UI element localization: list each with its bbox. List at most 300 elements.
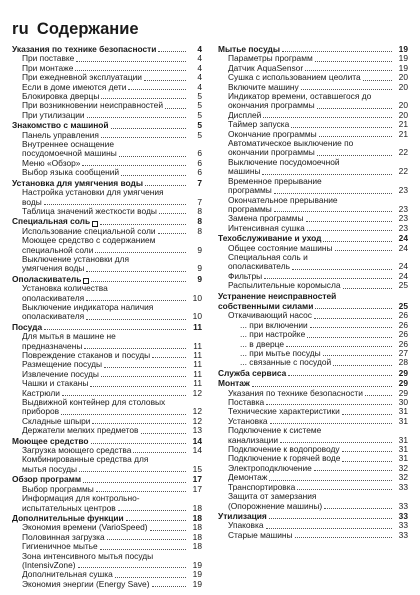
toc-entry-title: Установка xyxy=(228,415,268,426)
toc-page-number: 5 xyxy=(197,109,202,120)
toc-page-number: 14 xyxy=(192,445,202,456)
dot-leader xyxy=(115,577,186,578)
dot-leader xyxy=(86,271,186,272)
dot-leader xyxy=(288,375,392,376)
toc-entry-title: ополаскивателя xyxy=(22,311,85,322)
dot-leader xyxy=(128,89,186,90)
toc-page-number: 22 xyxy=(398,147,408,158)
toc-page-number: 17 xyxy=(192,474,202,485)
toc-entry-title: Подключение к системе xyxy=(228,425,322,436)
toc-entry-title: Включите машину xyxy=(228,81,299,92)
toc-column-right xyxy=(218,44,408,540)
dot-leader xyxy=(342,451,392,452)
toc-entry-title: Мытье посуды xyxy=(218,44,281,54)
toc-entry[interactable] xyxy=(12,426,202,435)
dot-leader xyxy=(121,175,186,176)
dot-leader xyxy=(263,117,392,118)
toc-entry-title: Интенсивная сушка xyxy=(228,222,305,233)
toc-entry-title: Общее состояние машины xyxy=(228,242,333,253)
dot-leader xyxy=(159,213,186,214)
toc-entry-title: Сушка с использованием цеолита xyxy=(228,72,361,83)
toc-entry-title: ... в дверце xyxy=(240,338,285,349)
toc-entry-title: Дополнительные функции xyxy=(12,512,124,523)
toc-entry-title: Служба сервиса xyxy=(218,367,287,378)
toc-entry-title: ... связанные с посудой xyxy=(240,357,332,368)
toc-entry-title: Утилизация xyxy=(218,510,267,521)
toc-page-number: 24 xyxy=(398,270,408,281)
toc-entry-title: Выключение индикатора наличия xyxy=(22,301,154,312)
toc-page-number: 18 xyxy=(192,541,202,552)
toc-page-number: 21 xyxy=(398,119,408,130)
toc-entry-title: Поставка xyxy=(228,397,265,408)
toc-page-number: 31 xyxy=(398,415,408,426)
toc-page-number: 4 xyxy=(197,53,202,64)
dot-leader xyxy=(79,471,186,472)
dot-leader xyxy=(333,365,392,366)
toc-entry-title: собственными силами xyxy=(218,300,314,311)
toc-entry-title: Указания по технике безопасности xyxy=(228,387,363,398)
toc-entry[interactable] xyxy=(218,358,408,367)
toc-entry-title: Фильтры xyxy=(228,270,263,281)
toc-entry-title: Половинная загрузка xyxy=(22,531,105,542)
dot-leader xyxy=(314,470,392,471)
language-code: ru xyxy=(12,20,29,38)
dot-leader xyxy=(118,510,186,511)
dot-leader xyxy=(324,508,392,509)
toc-page-number: 11 xyxy=(193,321,202,332)
toc-column-left xyxy=(12,44,202,589)
toc-entry[interactable] xyxy=(12,264,202,273)
toc-page-number: 5 xyxy=(197,120,202,131)
dot-leader xyxy=(317,108,392,109)
toc-page-number: 4 xyxy=(197,72,202,83)
toc-entry[interactable] xyxy=(12,504,202,513)
dot-leader xyxy=(86,319,186,320)
toc-entry-title: Для мытья в машине не xyxy=(22,331,116,342)
toc-entry-title: Индикатор времени, оставшегося до xyxy=(228,91,372,102)
toc-entry-title: Повреждение стаканов и посуды xyxy=(22,350,151,360)
toc-entry-title: Транспортировка xyxy=(228,481,296,492)
toc-page-number: 18 xyxy=(192,522,202,533)
toc-page-number: 32 xyxy=(398,472,408,483)
dot-leader xyxy=(264,278,392,279)
toc-entry-title: Распылительные коромысла xyxy=(228,280,341,291)
toc-entry-title: Техобслуживание и уход xyxy=(218,233,322,244)
toc-page-number: 12 xyxy=(192,415,202,426)
toc-entry-title: Кастрюли xyxy=(22,387,60,398)
toc-page-number: 24 xyxy=(398,261,408,272)
toc-page-number: 15 xyxy=(192,463,202,474)
toc-page-number: 11 xyxy=(193,340,202,351)
dot-leader xyxy=(315,61,392,62)
toc-page-number: 19 xyxy=(398,62,408,73)
dot-leader xyxy=(141,433,187,434)
toc-page-number: 6 xyxy=(197,167,202,178)
toc-page-number: 18 xyxy=(192,512,202,523)
toc-page-number: 11 xyxy=(193,350,202,360)
dot-leader xyxy=(269,480,392,481)
dot-leader xyxy=(342,461,392,462)
dot-leader xyxy=(306,221,393,222)
toc-entry-title: Электроподключение xyxy=(228,462,312,473)
dot-leader xyxy=(83,482,186,483)
toc-page-number: 10 xyxy=(192,311,202,322)
toc-page-number: 12 xyxy=(192,387,202,398)
toc-page-number: 6 xyxy=(197,157,202,168)
toc-entry-title: Демонтаж xyxy=(228,472,268,483)
toc-page-number: 5 xyxy=(197,129,202,140)
dot-leader xyxy=(44,204,186,205)
dot-leader xyxy=(107,539,186,540)
dot-leader xyxy=(158,233,186,234)
toc-entry-title: посудомоечной машины xyxy=(22,148,117,159)
toc-entry-title: Окончание программы xyxy=(228,128,317,139)
toc-entry-title: Экономия энергии (Energy Save) xyxy=(22,578,150,589)
toc-entry-title: Указания по технике безопасности xyxy=(12,44,157,54)
toc-entry-title: Комбинированные средства для xyxy=(22,454,149,465)
toc-page-number: 23 xyxy=(398,213,408,224)
dot-leader xyxy=(307,230,392,231)
toc-entry[interactable] xyxy=(218,224,408,233)
toc-page-number: 4 xyxy=(197,44,202,54)
dot-leader xyxy=(297,489,392,490)
toc-entry-title: Моющее средство с содержанием xyxy=(22,235,156,246)
toc-entry-title: специальной соли xyxy=(22,244,94,255)
dot-leader xyxy=(95,252,186,253)
dot-leader xyxy=(119,156,186,157)
toc-entry-title: При ежедневной эксплуатации xyxy=(22,72,142,83)
toc-page-number: 9 xyxy=(197,263,202,274)
dot-leader xyxy=(270,423,392,424)
toc-page-number: 19 xyxy=(398,53,408,64)
toc-entry-title: ополаскиватель xyxy=(228,261,290,272)
toc-entry-title: Зона интенсивного мытья посуды xyxy=(22,550,154,561)
toc-entry[interactable] xyxy=(218,502,408,511)
toc-page-number: 22 xyxy=(398,166,408,177)
toc-page-number: 17 xyxy=(192,483,202,494)
toc-page-number: 23 xyxy=(398,203,408,214)
dot-leader xyxy=(252,386,392,387)
dot-leader xyxy=(323,241,392,242)
toc-entry-title: Автоматическое выключение по xyxy=(228,138,354,149)
toc-page-number: 23 xyxy=(398,185,408,196)
toc-entry-title: Монтаж xyxy=(218,378,250,389)
toc-entry-title: Моющее средство xyxy=(12,435,89,446)
toc-page-number: 8 xyxy=(197,216,202,227)
toc-page-number: 18 xyxy=(192,531,202,542)
toc-page-number: 19 xyxy=(398,44,408,54)
toc-entry-title: Информация для контрольно- xyxy=(22,493,140,504)
toc-entry[interactable] xyxy=(12,580,202,589)
dot-leader xyxy=(295,537,392,538)
toc-page-number: 5 xyxy=(197,100,202,111)
toc-entry-title: Установка для умягчения воды xyxy=(12,177,144,188)
toc-page-number: 4 xyxy=(197,62,202,73)
dot-leader xyxy=(335,250,392,251)
toc-entry-title: Таймер запуска xyxy=(228,119,290,130)
dot-leader xyxy=(317,155,392,156)
toc-page-number: 26 xyxy=(398,329,408,340)
dot-leader xyxy=(76,61,186,62)
dot-leader xyxy=(101,98,186,99)
dot-leader xyxy=(82,165,186,166)
toc-page-number: 20 xyxy=(398,109,408,120)
toc-entry-title: Извлечение посуды xyxy=(22,368,99,379)
dot-leader xyxy=(145,185,186,186)
dot-leader xyxy=(62,395,186,396)
toc-entry-title: Защита от замерзания xyxy=(228,491,317,502)
dot-leader xyxy=(158,51,186,52)
toc-entry-title: окончании программы xyxy=(228,147,315,158)
toc-page-number: 31 xyxy=(398,444,408,455)
dot-leader xyxy=(280,442,392,443)
toc-entry-title: Установка количества xyxy=(22,283,108,294)
toc-page-number: 20 xyxy=(398,81,408,92)
toc-entry-title: Окончательное прерывание xyxy=(228,194,338,205)
toc-entry-title: предназначены xyxy=(22,340,83,351)
dot-leader xyxy=(126,520,186,521)
toc-entry[interactable] xyxy=(218,281,408,290)
toc-entry-title: Чашки и стаканы xyxy=(22,378,89,389)
dot-leader xyxy=(104,367,186,368)
toc-entry-title: Упаковка xyxy=(228,520,264,531)
toc-entry-title: Знакомство с машиной xyxy=(12,120,109,131)
dot-leader xyxy=(90,386,186,387)
toc-page-number: 32 xyxy=(398,462,408,473)
toc-entry-title: Посуда xyxy=(12,321,43,332)
dot-leader xyxy=(101,137,186,138)
toc-page-number: 7 xyxy=(197,196,202,207)
toc-page-number: 11 xyxy=(193,368,202,379)
toc-page-number: 10 xyxy=(192,292,202,303)
toc-entry-title: Панель управления xyxy=(22,129,99,140)
toc-entry-title: ... при включении xyxy=(240,319,308,330)
toc-entry-title: ополаскивателя xyxy=(22,292,85,303)
dot-leader xyxy=(84,348,186,349)
toc-page-number: 29 xyxy=(398,367,408,378)
dot-leader xyxy=(152,357,186,358)
toc-entry-title: приборов xyxy=(22,406,60,417)
toc-entry-title: Настройка установки для умягчения xyxy=(22,187,164,198)
toc-entry-title: ... при настройке xyxy=(240,329,306,340)
toc-entry-title: Дополнительная сушка xyxy=(22,569,113,580)
dot-leader xyxy=(305,70,392,71)
dot-leader xyxy=(319,136,392,137)
toc-page-number: 4 xyxy=(197,81,202,92)
toc-page-number: 8 xyxy=(197,225,202,236)
toc-entry-title: Замена программы xyxy=(228,213,304,224)
toc-page-number: 13 xyxy=(192,425,202,436)
dot-leader xyxy=(91,281,186,282)
toc-entry-title: мытья посуды xyxy=(22,463,78,474)
toc-entry[interactable] xyxy=(12,312,202,321)
toc-page-number: 19 xyxy=(192,559,202,570)
toc-entry-title: Держатели мелких предметов xyxy=(22,425,139,436)
toc-page-number: 19 xyxy=(192,578,202,589)
toc-entry-title: испытательных центров xyxy=(22,502,116,513)
dot-leader xyxy=(44,329,186,330)
dot-leader xyxy=(165,108,186,109)
toc-page-number: 9 xyxy=(197,244,202,255)
dot-leader xyxy=(342,414,392,415)
dot-leader xyxy=(363,80,392,81)
toc-page-number: 26 xyxy=(398,319,408,330)
toc-entry-title: Дисплей xyxy=(228,109,262,120)
toc-entry-title: программы xyxy=(228,185,272,196)
toc-entry-title: Меню «Обзор» xyxy=(22,157,81,168)
toc-page-number: 19 xyxy=(192,569,202,580)
dot-leader xyxy=(343,288,392,289)
toc-page-number: 20 xyxy=(398,72,408,83)
toc-entry-title: Параметры программ xyxy=(228,53,313,64)
toc-page-number: 31 xyxy=(398,453,408,464)
toc-entry-title: программы xyxy=(228,203,272,214)
toc-page-number: 12 xyxy=(192,406,202,417)
toc-entry-title: Временное прерывание xyxy=(228,175,322,186)
dot-leader xyxy=(100,224,186,225)
toc-entry-title: Использование специальной соли xyxy=(22,225,156,236)
toc-entry-title: Внутреннее оснащение xyxy=(22,139,114,150)
toc-entry-title: Старые машины xyxy=(228,529,293,540)
toc-page-number: 31 xyxy=(398,406,408,417)
dot-leader xyxy=(314,318,392,319)
dot-leader xyxy=(323,355,392,356)
toc-entry-title: Таблица значений жесткости воды xyxy=(22,205,157,216)
toc-entry-title: умягчения воды xyxy=(22,263,85,274)
dot-leader xyxy=(86,300,186,301)
toc-entry-title: воды xyxy=(22,196,42,207)
toc-entry-title: Устранение неисправностей xyxy=(218,290,337,301)
toc-entry[interactable] xyxy=(12,465,202,474)
toc-page-number: 33 xyxy=(398,510,408,521)
toc-entry-title: (Опорожнение машины) xyxy=(228,500,323,511)
toc-page-number: 8 xyxy=(197,205,202,216)
toc-page-number: 30 xyxy=(398,397,408,408)
dot-leader xyxy=(269,518,392,519)
dot-leader xyxy=(144,80,186,81)
toc-entry-title: канализации xyxy=(228,434,279,445)
toc-entry-title: Выбор программы xyxy=(22,483,94,494)
toc-page-number: 20 xyxy=(398,100,408,111)
toc-entry-title: При поставке xyxy=(22,53,75,64)
dot-leader xyxy=(274,193,392,194)
dot-leader xyxy=(96,491,186,492)
toc-entry-title: Складные шпыри xyxy=(22,415,91,426)
toc-entry-title: При монтаже xyxy=(22,62,74,73)
toc-page-number: 9 xyxy=(197,273,202,284)
toc-page-number: 14 xyxy=(192,435,202,446)
toc-entry-title: Гигиеничное мытье xyxy=(22,541,98,552)
toc-entry-title: Специальная соль и xyxy=(228,251,308,262)
dot-leader xyxy=(365,395,392,396)
dot-leader xyxy=(87,117,186,118)
toc-entry-title: Технические характеристики xyxy=(228,406,340,417)
toc-entry-title: ... при мытье посуды xyxy=(240,348,321,358)
toc-page-number: 11 xyxy=(193,378,202,389)
toc-page-number: 6 xyxy=(197,148,202,159)
toc-page-number: 23 xyxy=(398,222,408,233)
page-title: Содержание xyxy=(36,20,139,38)
toc-entry-title: Обзор программ xyxy=(12,474,82,485)
toc-section-heading[interactable] xyxy=(218,369,408,378)
toc-page-number: 11 xyxy=(193,359,202,370)
dot-leader xyxy=(310,327,392,328)
dot-leader xyxy=(78,567,186,568)
dot-leader xyxy=(61,414,186,415)
toc-entry-title: При возникновении неисправностей xyxy=(22,100,164,111)
dot-leader xyxy=(301,89,392,90)
dot-leader xyxy=(282,51,392,52)
toc-page-number: 29 xyxy=(398,387,408,398)
toc-entry-title: Датчик AquaSensor xyxy=(228,62,304,73)
toc-page-number: 33 xyxy=(398,520,408,531)
page-header xyxy=(12,20,408,39)
dot-leader xyxy=(91,443,186,444)
toc-entry-title: Размещение посуды xyxy=(22,359,103,370)
toc-entry-title: Специальная соль xyxy=(12,216,91,227)
dot-leader xyxy=(307,337,392,338)
toc-entry-title: Загрузка моющего средства xyxy=(22,445,132,456)
dot-leader xyxy=(262,174,392,175)
toc-page-number: 18 xyxy=(192,502,202,513)
dot-leader xyxy=(274,211,392,212)
toc-section-heading[interactable] xyxy=(218,292,408,301)
dot-leader xyxy=(111,128,186,129)
toc-entry[interactable] xyxy=(218,531,408,540)
dot-leader xyxy=(266,528,392,529)
toc-entry-title: окончания программы xyxy=(228,100,315,111)
toc-page-number: 29 xyxy=(398,378,408,389)
toc-page-number: 27 xyxy=(398,348,408,358)
dot-leader xyxy=(133,452,186,453)
dot-leader xyxy=(100,549,186,550)
toc-page-number: 33 xyxy=(398,529,408,540)
dot-leader xyxy=(152,586,187,587)
dot-leader xyxy=(286,346,392,347)
toc-page-number: 26 xyxy=(398,338,408,349)
toc-entry-title: Откачивающий насос xyxy=(228,310,312,321)
toc-page-number: 28 xyxy=(398,357,408,368)
toc-page-number: 24 xyxy=(398,233,408,244)
dot-leader xyxy=(266,404,392,405)
toc-entry[interactable] xyxy=(12,207,202,216)
dot-leader xyxy=(315,308,392,309)
toc-entry-title: Экономия времени (VarioSpeed) xyxy=(22,522,148,533)
toc-page-number: 31 xyxy=(398,434,408,445)
toc-entry-title: машины xyxy=(228,166,261,177)
toc-entry[interactable] xyxy=(12,168,202,177)
toc-page-number: 25 xyxy=(398,280,408,291)
toc-entry-title: Выбор языка сообщений xyxy=(22,167,120,178)
toc-page-number: 21 xyxy=(398,128,408,139)
toc-entry-title: Блокировка дверцы xyxy=(22,91,100,102)
toc-page-number: 33 xyxy=(398,500,408,511)
toc-entry-title: Выключение установки для xyxy=(22,253,130,264)
toc-page-number: 25 xyxy=(398,300,408,311)
toc-page-number: 7 xyxy=(197,177,202,188)
toc-entry-title: Подключение к горячей воде xyxy=(228,453,341,464)
toc-entry-title: Выдвижной контейнер для столовых xyxy=(22,397,166,408)
toc-entry-title: Ополаскиватель xyxy=(12,273,82,284)
dot-leader xyxy=(92,423,186,424)
toc-entry-title: Подключение к водопроводу xyxy=(228,444,340,455)
toc-entry-title: Выключение посудомоечной xyxy=(228,156,340,167)
dot-leader xyxy=(101,376,186,377)
toc-entry[interactable] xyxy=(12,111,202,120)
toc-entry-title: (IntensivZone) xyxy=(22,559,76,570)
toc-page-number: 5 xyxy=(197,91,202,102)
toc-entry-title: Если в доме имеются дети xyxy=(22,81,127,92)
